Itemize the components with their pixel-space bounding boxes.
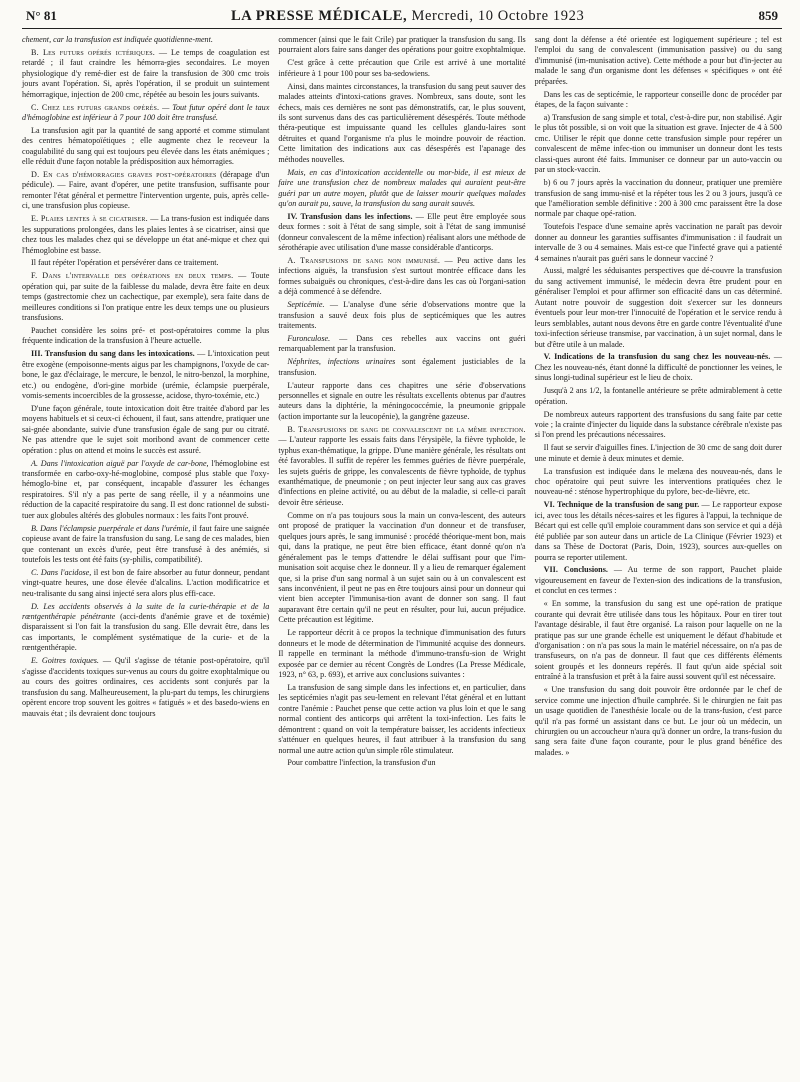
paragraph bbox=[22, 459, 269, 522]
paragraph-text: il faut faire une saignée copieuse avant de faire la transfusion du sang. Le sang de ces malades, bien que contenant un excès d'urée, peut être transfusé à des anémiés, si toutefois les tests ont été faits (sy-philis, compatibilité). bbox=[22, 523, 270, 564]
paragraph-text: — La trans-fusion est indiquée dans les suppurations prolongées, dans les plaies lentes à se cicatriser, ainsi que chez tous les malades chez qui se développe un état ané-mique et chez qui l'hémoglobine est basse. bbox=[22, 214, 270, 255]
paragraph bbox=[278, 425, 525, 509]
paragraph-text: — Le temps de coagulation est retardé ; il faut craindre les hémorra-gies secondaires. Le moyen physiologique d'y remé-dier est de faire la transfusion de 300 cmc trois jours avant l'opération. Si, après l'opération, il se produit un suintement hémorragique, injection de 200 cmc, répétée au besoin les jours suivants. bbox=[22, 47, 270, 99]
paragraph-text: La transfusion agit par la quantité de sang apporté et comme stimulant des centres hématopoïétiques ; elle augmente chez le receveur la coagulabilité du sang qui est toujours peu élevée dans les états anémiques ; elle réduit d'une façon notable la prédisposition aux hémorragies. bbox=[22, 125, 270, 167]
paragraph-lead: B. Transfusions de sang de convalescent de la même infection. bbox=[287, 424, 526, 434]
paragraph bbox=[535, 352, 782, 383]
paragraph-text: Aussi, malgré les séduisantes perspectives que dé-couvre la transfusion du sang activement immunisé, le médecin devra être prudent pour en généraliser l'emploi et pour affirmer son efficacité dans un cas déterminé. Autant notre pouvoir de suggestion doit s'exercer sur les donneurs éventuels pour leur mon-trer l'innocuité de l'opération et le service rendu à leurs semblables, autant nous devons être en garde contre l'éventualité d'une toxi-infection sérieuse transmise, par vaccination, à un sujet normal, dans le but d'être utile à un malade. bbox=[534, 266, 782, 349]
paragraph-text: C'est grâce à cette précaution que Crile est arrivé à une mortalité inférieure à 1 pour 100 pour ses ba-sedowiens. bbox=[278, 58, 526, 78]
paragraph-text: Toutefois l'espace d'une semaine après vaccination ne paraît pas devoir donner au donneur les garanties suffisantes d'immunisation : il faudrait un intervalle de 3 ou 4 semaines. Mais est-ce que l'infecté grave qui a patienté 4 semaines n'aurait pas guéri sans le donneur vacciné ? bbox=[534, 222, 782, 263]
paragraph bbox=[22, 214, 269, 256]
paragraph bbox=[278, 758, 525, 768]
paragraph-lead: D. En cas d'hémorragies graves post-opératoires bbox=[31, 170, 217, 179]
paragraph-lead: E. Plaies lentes à se cicatriser. bbox=[31, 214, 148, 224]
issue-number: N° 81 bbox=[26, 8, 57, 23]
paragraph-text: — Dans ces rebelles aux vaccins ont guéri remarquablement par la transfusion. bbox=[278, 333, 526, 354]
paragraph-text: Comme on n'a pas toujours sous la main un conva-lescent, des auteurs ont proposé de pratiquer la vaccination d'un donneur et de transfuser, quelques jours après, le sang immunisé : procédé théorique-ment bon, mais qui, dans la pratique, ne peut être bien efficace, étant donné qu'on n'a généralement pas le temps d'attendre le délai suffisant pour que l'im-munisation soit acquise chez le donneur. Il y a lieu de remarquer également que, si la prise d'un sang normal à un sujet sain ou à un convalescent est sans inconvénient, il peut ne pas en être toujours ainsi pour un donneur qui vient bien accepter l'immunisa-tion avant de donner son sang. Il faut auparavant être certain qu'il ne peut en résulter, pour lui, aucun préjudice. Cette précaution est légitime. bbox=[278, 510, 526, 625]
paragraph-text: Jusqu'à 2 ans 1/2, la fontanelle antérieure se prête admirablement à cette opération. bbox=[534, 386, 782, 406]
paragraph-text: sont également justiciables de la transfusion. bbox=[278, 357, 526, 377]
masthead bbox=[231, 8, 584, 25]
paragraph bbox=[535, 565, 782, 596]
paragraph-text: — Le rapporteur expose ici, avec tous les détails néces-saires et les figures à l'appui, la technique de Bécart qui est celle qu'il emploie couramment dans son service et qui a déjà été publiée par son auteur dans un article de La Clinique (Février 1923) et dans sa Thèse de Doctorat (Paris, Doin, 1923), sources aux-quelles on pourra se reporter utilement. bbox=[534, 500, 782, 562]
paragraph-text: La transfusion de sang simple dans les infections et, en particulier, dans les septicémies n'agit pas seu-lement en relevant l'état général et en luttant contre l'anémie : Pauchet pense que cette action va plus loin et que le sang normal contient des anticorps qui arrêtent la toxi-infection. Les faits le démontrent : quand on voit la température baisser, les accidents infectieux s'atténuer en quelques heures, il faut attribuer à la transfusion du sang normal une autre action qu'un simple rôle stimulateur. bbox=[278, 682, 526, 755]
paragraph-text: Il faut se servir d'aiguilles fines. L'injection de 30 cmc de sang doit durer une minute et demie à deux minutes et demie. bbox=[534, 443, 782, 463]
paragraph-lead: VI. Technique de la transfusion de sang pur. bbox=[543, 500, 700, 510]
paragraph bbox=[535, 266, 782, 350]
paragraph-lead: D. Les accidents observés à la suite de la curie-thérapie et de la rœntgenthérapie pénétrante bbox=[22, 601, 270, 622]
paragraph-lead: VII. Conclusions. bbox=[543, 565, 608, 575]
paragraph-lead: IV. Transfusion dans les infections. bbox=[287, 211, 413, 221]
paragraph bbox=[22, 349, 269, 401]
column-middle bbox=[278, 35, 525, 771]
paragraph-text: il est bon de faire absorber au futur donneur, pendant vingt-quatre heures, une dose élevée d'alcalins. L'action modificatrice et neu-tralisante du sang ainsi injecté sera alors plus effi-cace. bbox=[22, 567, 270, 598]
paragraph-lead: chement, car la transfusion est indiquée quotidienne-ment. bbox=[22, 35, 213, 44]
paragraph-lead: B. Les futurs opérés ictériques. bbox=[31, 47, 155, 57]
paragraph bbox=[22, 326, 269, 347]
paragraph bbox=[278, 357, 525, 378]
issue-date: Mercredi, 10 Octobre 1923 bbox=[411, 8, 585, 24]
paragraph bbox=[278, 82, 525, 166]
journal-name: LA PRESSE MÉDICALE, bbox=[231, 8, 408, 24]
paragraph bbox=[278, 334, 525, 355]
paragraph bbox=[22, 35, 269, 45]
paragraph bbox=[535, 685, 782, 758]
paragraph-lead: Néphrites, infections urinaires bbox=[287, 357, 396, 367]
paragraph-text: — Tout futur opéré dont le taux d'hémoglobine est inférieur à 7 pour 100 doit être transfusé. bbox=[22, 102, 270, 122]
paragraph-lead: E. Goitres toxiques. bbox=[31, 656, 99, 666]
paragraph bbox=[22, 524, 269, 566]
paragraph-text: — Qu'il s'agisse de tétanie post-opératoire, qu'il s'agisse d'accidents toxiques sur-venus au cours du goitre exophtalmique ou au cours des goitres ordinaires, ces accidents sont conjurés par la transfusion du sang. Malheureusement, la plu-part du temps, les chirurgiens opèrent encore trop souvent les goitres « fatigués » et des basedo-wiens en mauvais état ; ils devraient donc toujours bbox=[22, 656, 270, 718]
paragraph bbox=[278, 683, 525, 756]
paragraph bbox=[22, 271, 269, 323]
paragraph bbox=[22, 568, 269, 599]
article-columns bbox=[22, 35, 782, 771]
paragraph bbox=[535, 35, 782, 87]
paragraph-text: Dans les cas de septicémie, le rapporteur conseille donc de procéder par étapes, de la façon suivante : bbox=[534, 89, 782, 110]
paragraph-text: Il faut répéter l'opération et persévérer dans ce traitement. bbox=[31, 258, 219, 268]
paragraph-lead: C. Chez les futurs grands opérés. bbox=[31, 102, 160, 112]
paragraph-text: (acci-dents d'anémie grave et de toxémie) disparaissent si l'on fait la transfusion du sang. Elle devrait être, dans les cas importants, le complément systématique de la curie- et de la rœntgenthérapie. bbox=[22, 612, 270, 653]
paragraph bbox=[278, 628, 525, 680]
paragraph-lead: A. Transfusions de sang non immunisé. bbox=[287, 256, 441, 266]
paragraph-text: — Peu active dans les infections aiguës, la transfusion s'est surtout montrée efficace dans les formes subaiguës ou chroniques, c'est-à-dire dans les cas où l'organi-sation a déjà commencé à se défendre. bbox=[278, 256, 526, 297]
paragraph-text: — L'intoxication peut être exogène (empoisonne-ments aigus par les champignons, l'oxyde de car-bone, le gaz d'éclairage, le mercure, le benzol, le nitro-benzol, la morphine, etc.) ou endogène, d'ori-gine morbide (urémie, éclampsie puerpérale, vomis-sements incoercibles de la grossesse, acidose, thyro-toxémie, etc.) bbox=[22, 349, 270, 401]
paragraph bbox=[22, 656, 269, 719]
column-right bbox=[535, 35, 782, 771]
paragraph-lead: V. Indications de la transfusion du sang chez les nouveau-nés. bbox=[543, 352, 771, 362]
paragraph-lead: B. Dans l'éclampsie puerpérale et dans l'urémie, bbox=[31, 523, 191, 533]
paragraph-lead: III. Transfusion du sang dans les intoxications. bbox=[31, 349, 195, 359]
paragraph-text: (dérapage d'un pédicule). — Faire, avant d'opérer, une petite transfusion, suffisante pour remonter l'état général et permettre l'intervention urgente, puis, après celle-ci, une transfusion plus copieuse. bbox=[22, 170, 270, 211]
page-number: 859 bbox=[758, 8, 778, 23]
paragraph-text: sang dont la défense a été orientée est logiquement supérieure ; tel est l'emploi du sang de convalescent (immunisation passive) ou du sang d'immunisé (im-munisation active). Cette méthode a pour but d'in-jecter au malade le sang d'un organisme dont les défenses « spécifiques » ont été préparées. bbox=[534, 35, 782, 86]
paragraph-text: Ainsi, dans maintes circonstances, la transfusion du sang peut sauver des malades atteints d'intoxi-cations graves. Nombreux, sans doute, sont les échecs, mais ces dernières ne sont pas démonstratifs, car, le plus souvent, ils sont survenus dans des cas particulièrement désespérés. Toute méthode théra-peutique est impuissante quand les cellules glandu-laires sont détruites et quand l'organisme n'a plus le moindre pouvoir de réaction. Cette limitation des indications aux cas désespérés est l'apanage des méthodes nouvelles. bbox=[278, 81, 526, 164]
paragraph-text: — Toute opération qui, par suite de la faiblesse du malade, devra être faite en deux temps (gastrectomie chez un cachectique, par exemple), sera faite dans de meilleures conditions si l'on pratique entre les deux temps une ou plusieurs transfusions. bbox=[22, 271, 270, 323]
paragraph bbox=[278, 58, 525, 79]
paragraph bbox=[22, 103, 269, 124]
paragraph bbox=[22, 404, 269, 456]
paragraph-lead: Septicémie. bbox=[287, 300, 325, 310]
paragraph-text: « En somme, la transfusion du sang est une opé-ration de pratique courante qui devrait être utilisée dans tous les hôpitaux. Pour en tirer tout l'avantage désirable, il faut être organisé. La raison pour laquelle on ne la pratique pas sur une grande échelle est uniquement le défaut d'habitude et d'organisation : on n'a pas sous la main le matériel nécessaire, on n'a pas de transfuseurs, on n'a pas de donneur. Il faut que ces différents éléments soient groupés et les donneurs repérés. Il faut qu'un aide spécial soit entraîné à la transfusion et prêt à la faire aussi souvent qu'il est nécessaire. bbox=[534, 599, 782, 682]
paragraph bbox=[278, 256, 525, 298]
paragraph bbox=[22, 602, 269, 654]
paragraph bbox=[278, 381, 525, 423]
paragraph-lead: C. Dans l'acidose, bbox=[31, 567, 92, 577]
paragraph-lead: F. Dans l'intervalle des opérations en deux temps. bbox=[31, 271, 234, 281]
paragraph-text: — L'auteur rapporte les essais faits dans l'érysipèle, la fièvre typhoïde, le typhus exan-thématique, la grippe. D'une manière générale, les résultats ont été favorables. Il suffit de repérer les femmes guéries de fièvre puerpérale, les sujets guéris de grippe, les convalescents de fièvre typhoïde, de typhus exanthématique, de pneumonie ; on peut injecter leur sang aux cas graves d'infections en pleine activité, ou au début de la maladie, si celle-ci paraît devoir être sérieuse. bbox=[278, 435, 526, 507]
paragraph-text: Le rapporteur décrit à ce propos la technique d'immunisation des futurs donneurs et le mode de détermination de l'immunité acquise des donneurs. Il rappelle en terminant la méthode d'immuno-transfu-sion de Wright exposée par ce dernier au récent Congrès de Londres (La Presse Médicale, 1923, n° 63, p. 693), et arrive aux conclusions suivantes : bbox=[278, 628, 526, 679]
paragraph-text: Pauchet considère les soins pré- et post-opératoires comme la plus fréquente indication de la transfusion à l'heure actuelle. bbox=[22, 325, 270, 346]
paragraph bbox=[22, 126, 269, 168]
paragraph-text: De nombreux auteurs rapportent des transfusions du sang faite par cette voie ; la crainte d'injecter du liquide dans la substance cérébrale n'existe pas si l'on prend les précautions nécessaires. bbox=[534, 409, 782, 440]
paragraph-text: La transfusion est indiquée dans le melæna des nouveau-nés, dans le choc opératoire qui peut suivre les interventions pratiquées chez le nouveau-né : sténose hypertrophique du pylore, bec-de-lièvre, etc. bbox=[534, 466, 782, 497]
paragraph-text: l'hémoglobine est transformée en carbo-oxy-hé-moglobine, composé plus stable que l'oxy-hémoglo-bine et, par conséquent, incapable d'assurer les échanges respiratoires. S'il n'y a pas perte de sang réelle, il y a néanmoins une réduction de la capacité respiratoire du sang. Il est donc rationnel de substi-tuer aux globules altérés des globules normaux : les faits l'ont prouvé. bbox=[22, 458, 270, 520]
paragraph-text: — L'analyse d'une série d'observations montre que la transfusion a sauvé deux fois plus de septicémiques que les autres traitements. bbox=[278, 300, 526, 331]
paragraph-text: — Au terme de son rapport, Pauchet plaide vigoureusement en faveur de l'exten-sion des indications de la transfusion, et conclut en ces termes : bbox=[534, 565, 782, 596]
page-header bbox=[22, 6, 782, 29]
paragraph-text: Pour combattre l'infection, la transfusion d'un bbox=[287, 758, 436, 768]
paragraph bbox=[22, 48, 269, 100]
paragraph bbox=[535, 178, 782, 220]
paragraph bbox=[22, 258, 269, 268]
paragraph bbox=[535, 599, 782, 683]
paragraph bbox=[278, 212, 525, 254]
paragraph bbox=[278, 300, 525, 331]
paragraph bbox=[535, 443, 782, 464]
paragraph-text: L'auteur rapporte dans ces chapitres une série d'observations personnelles et signale en outre les résultats excellents obtenus par d'autres auteurs dans la diphtérie, la méningococcémie, la pneumonie grippale (action importante sur la leucopénie), la gangrène gazeuse. bbox=[278, 380, 526, 421]
paragraph bbox=[535, 113, 782, 176]
paragraph bbox=[535, 500, 782, 563]
paragraph-text: b) 6 ou 7 jours après la vaccination du donneur, pratiquer une première transfusion de sang immu-nisé et la répéter tous les 2 ou 3 jours, jusqu'à ce que l'amélioration semble définitive : 200 à 300 cmc paraissent être la dose normale par chaque opé-ration. bbox=[534, 178, 782, 219]
paragraph bbox=[535, 90, 782, 111]
paragraph-text: — Elle peut être employée sous deux formes : soit à l'état de sang simple, soit à l'état de sang immunisé (donneur convalescent de la même infection) réalisant alors une méthode de sérothérapie avec utilisation d'une masse considérable d'anticorps. bbox=[278, 211, 526, 253]
paragraph-text: a) Transfusion de sang simple et total, c'est-à-dire pur, non stabilisé. Agir le plus tôt possible, si on voit que la situation est grave. Injecter de 4 à 500 cmc. Utiliser le répit que donne cette transfusion simple pour repérer un convalescent de même infec-tion ou immuniser un donneur dont les tests classi-ques auront été faits. Immuniser ce donneur par un auto-vaccin ou par un stock-vaccin. bbox=[534, 112, 782, 175]
paragraph-text: « Une transfusion du sang doit pouvoir être ordonnée par le chef de service comme une injection d'huile camphrée. Si le chirurgien ne fait pas un usage quotidien de l'anesthésie locale ou de la trans-fusion, c'est parce qu'il n'a pas formé un assistant dans ce but. Le jour où un médecin, un chirurgien ou un accoucheur n'aura qu'à donner un ordre, la trans-fusion du sang sera faite d'une façon courante, pour le plus grand bénéfice des malades. » bbox=[534, 685, 782, 757]
paragraph-text: D'une façon générale, toute intoxication doit être traitée d'abord par les moyens habituels et si ceux-ci échouent, il faut, sans attendre, pratiquer une sai-gnée abondante, suivie d'une transfusion égale de sang pur ou citraté. Ne pas attendre que le sujet soit moribond avant de commencer cette opération : plus on attend et moins le succès est assuré. bbox=[22, 403, 270, 455]
paragraph-lead: Furonculose. bbox=[287, 333, 331, 343]
paragraph bbox=[278, 511, 525, 626]
paragraph bbox=[535, 386, 782, 407]
paragraph-text: — Chez les nouveau-nés, étant donné la difficulté de ponctionner les veines, le sinus longi-tudinal supérieur est le lieu de choix. bbox=[534, 352, 782, 383]
column-left bbox=[22, 35, 269, 771]
paragraph-lead: Mais, en cas d'intoxication accidentelle ou mor-bide, il est mieux de faire une transfusion chez de nombreux malades qui auraient peut-être guéri par un autre moyen, plutôt que de laisser mourir quelques malades qu'on aurait pu, sauve, la transfusion du sang aurait sauvés. bbox=[278, 167, 526, 208]
paragraph bbox=[278, 168, 525, 210]
paragraph bbox=[278, 35, 525, 56]
paragraph-lead: A. Dans l'intoxication aiguë par l'oxyde de car-bone, bbox=[31, 458, 209, 468]
paragraph bbox=[535, 410, 782, 441]
paragraph bbox=[535, 222, 782, 264]
paragraph-text: commencer (ainsi que le fait Crile) par pratiquer la transfusion du sang. Ils pourraient alors faire sans danger des opérations pour goitre exophtalmique. bbox=[278, 35, 526, 55]
paragraph bbox=[535, 467, 782, 498]
paragraph bbox=[22, 170, 269, 212]
